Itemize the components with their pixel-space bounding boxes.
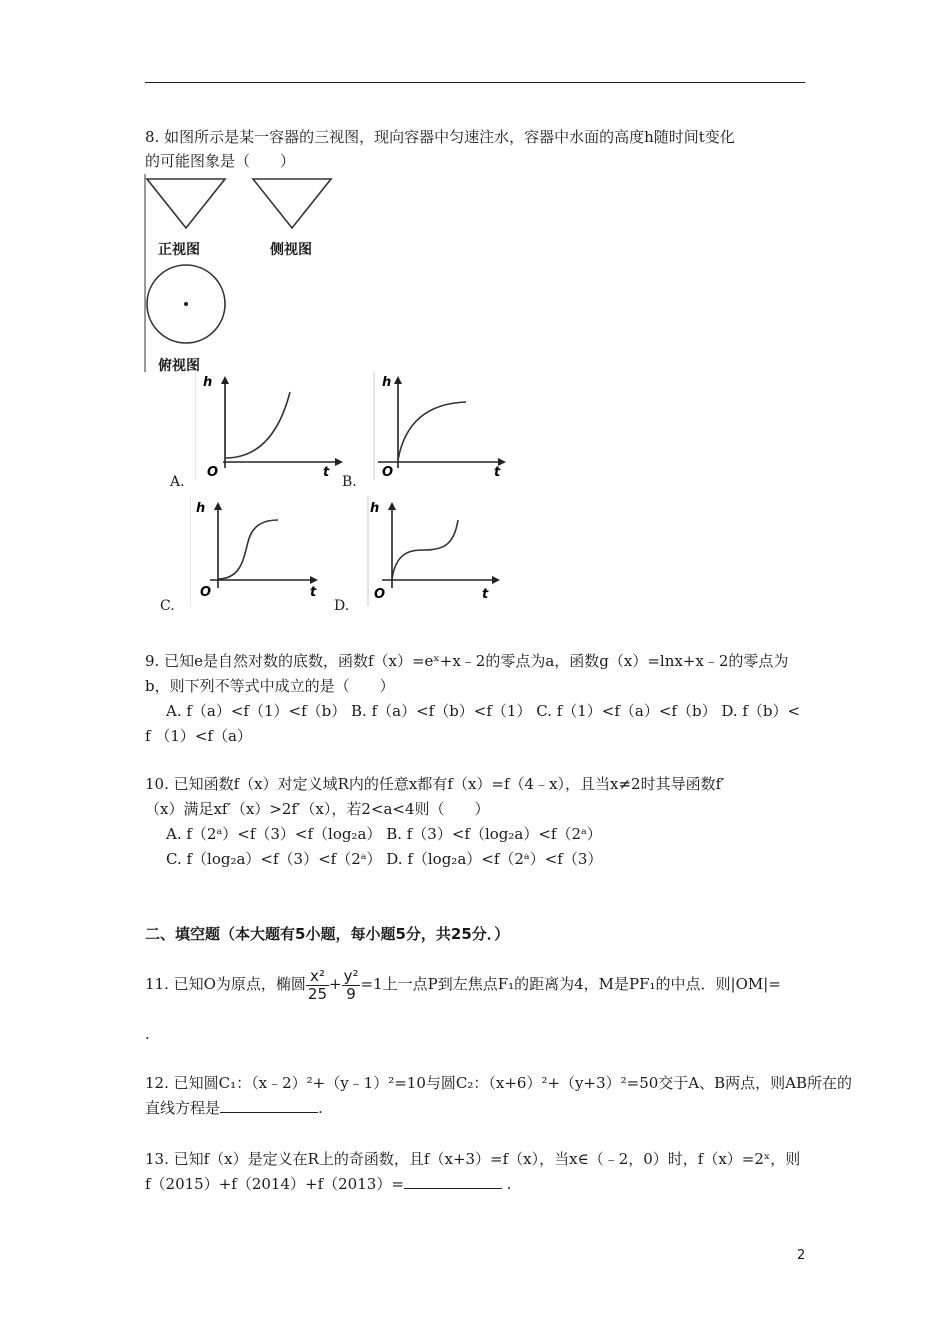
q13-answer-blank: [404, 1174, 502, 1189]
front-view-label: 正视图: [158, 242, 200, 258]
axis-t-label: t: [482, 587, 489, 602]
option-b-label: B.: [342, 474, 357, 490]
q11-suffix: =1上一点P到左焦点F₁的距离为4，M是PF₁的中点．则|OM|=: [360, 975, 781, 993]
q8-text-line1: 8. 如图所示是某一容器的三视图，现向容器中匀速注水，容器中水面的高度h随时间t变化: [145, 128, 735, 146]
q9-text-line2: b，则下列不等式中成立的是（ ）: [145, 677, 395, 695]
page-number: 2: [797, 1248, 806, 1263]
origin-label: O: [207, 465, 219, 480]
q12-text-line1: 12. 已知圆C₁：（x﹣2）²+（y﹣1）²=10与圆C₂：（x+6）²+（y+3）²=50交于A、B两点，则AB所在的: [145, 1074, 852, 1092]
graph-b: [368, 372, 518, 480]
q11-text-line1: [145, 958, 781, 1010]
origin-label: O: [200, 585, 212, 600]
q8-text-line2: 的可能图象是（ ）: [145, 152, 296, 170]
q9-options-line1: A. f（a）<f（1）<f（b） B. f（a）<f（b）<f（1） C. f（1）<f（a）<f（b） D. f（b）<: [166, 702, 801, 720]
axis-t-label: t: [310, 585, 317, 600]
q11-frac1-den: 25: [307, 984, 328, 1003]
q13-line2-suffix: .: [506, 1175, 512, 1193]
q11-frac1-num: x²: [306, 968, 329, 986]
front-view-triangle: [147, 179, 225, 228]
q11-prefix: 11. 已知O为原点，椭圆: [145, 975, 306, 993]
q13-text-line1: 13. 已知f（x）是定义在R上的奇函数，且f（x+3）=f（x），当x∈（﹣2，0）时，f（x）=2ˣ，则: [145, 1150, 801, 1168]
three-view-figure: [140, 174, 340, 374]
axis-h-label: h: [382, 375, 392, 390]
origin-label: O: [382, 465, 394, 480]
axis-t-label: t: [323, 465, 330, 480]
graph-a: [195, 372, 345, 480]
axis-h-label: h: [203, 375, 213, 390]
q13-line2-prefix: f（2015）+f（2014）+f（2013）=: [145, 1175, 404, 1193]
curve-a: [225, 392, 290, 458]
axis-t-label: t: [494, 465, 501, 480]
q13-text-line2: [145, 1174, 511, 1194]
origin-label: O: [374, 587, 386, 602]
q10-text-line2: （x）满足xf′（x）>2f′（x），若2<a<4则（ ）: [145, 800, 490, 818]
q12-text-line2: [145, 1098, 323, 1118]
q12-line2-suffix: .: [318, 1099, 323, 1117]
q11-frac2-num: y²: [343, 966, 359, 985]
side-view-label: 侧视图: [270, 242, 312, 258]
q11-fraction-y: [342, 968, 361, 1003]
curve-d: [392, 520, 458, 579]
q12-line2-prefix: 直线方程是: [145, 1099, 221, 1117]
option-d-label: D.: [334, 598, 350, 614]
option-a-label: A.: [170, 474, 185, 490]
q10-text-line1: 10. 已知函数f（x）对定义域R内的任意x都有f（x）=f（4﹣x），且当x≠2时其导函数f′: [145, 775, 725, 793]
axis-h-label: h: [370, 501, 380, 516]
q12-answer-blank: [220, 1098, 318, 1113]
curve-b: [398, 402, 466, 460]
q10-options-line2: C. f（log₂a）<f（3）<f（2ᵃ） D. f（log₂a）<f（2ᵃ）<f（3）: [166, 850, 603, 868]
top-view-center-dot: [184, 302, 188, 306]
q9-text-line1: 9. 已知e是自然对数的底数，函数f（x）=eˣ+x﹣2的零点为a，函数g（x）=lnx+x﹣2的零点为: [145, 652, 789, 670]
q10-options-line1: A. f（2ᵃ）<f（3）<f（log₂a） B. f（3）<f（log₂a）<f（2ᵃ）: [166, 825, 602, 843]
header-rule: [145, 82, 805, 83]
q11-frac2-den: 9: [346, 984, 356, 1003]
q11-plus: +: [329, 975, 342, 993]
top-view-label: 俯视图: [158, 358, 200, 374]
q11-text-line2: .: [145, 1025, 150, 1043]
q9-options-line2: f （1）<f（a）: [145, 727, 252, 745]
graph-d: [362, 496, 512, 606]
q11-fraction-x: [306, 968, 329, 1003]
graph-c: [190, 496, 340, 606]
axis-h-label: h: [196, 501, 206, 516]
section-title: 二、填空题（本大题有5小题，每小题5分，共25分．）: [145, 925, 510, 943]
option-c-label: C.: [160, 598, 175, 614]
side-view-triangle: [253, 179, 331, 228]
curve-c: [218, 520, 278, 579]
